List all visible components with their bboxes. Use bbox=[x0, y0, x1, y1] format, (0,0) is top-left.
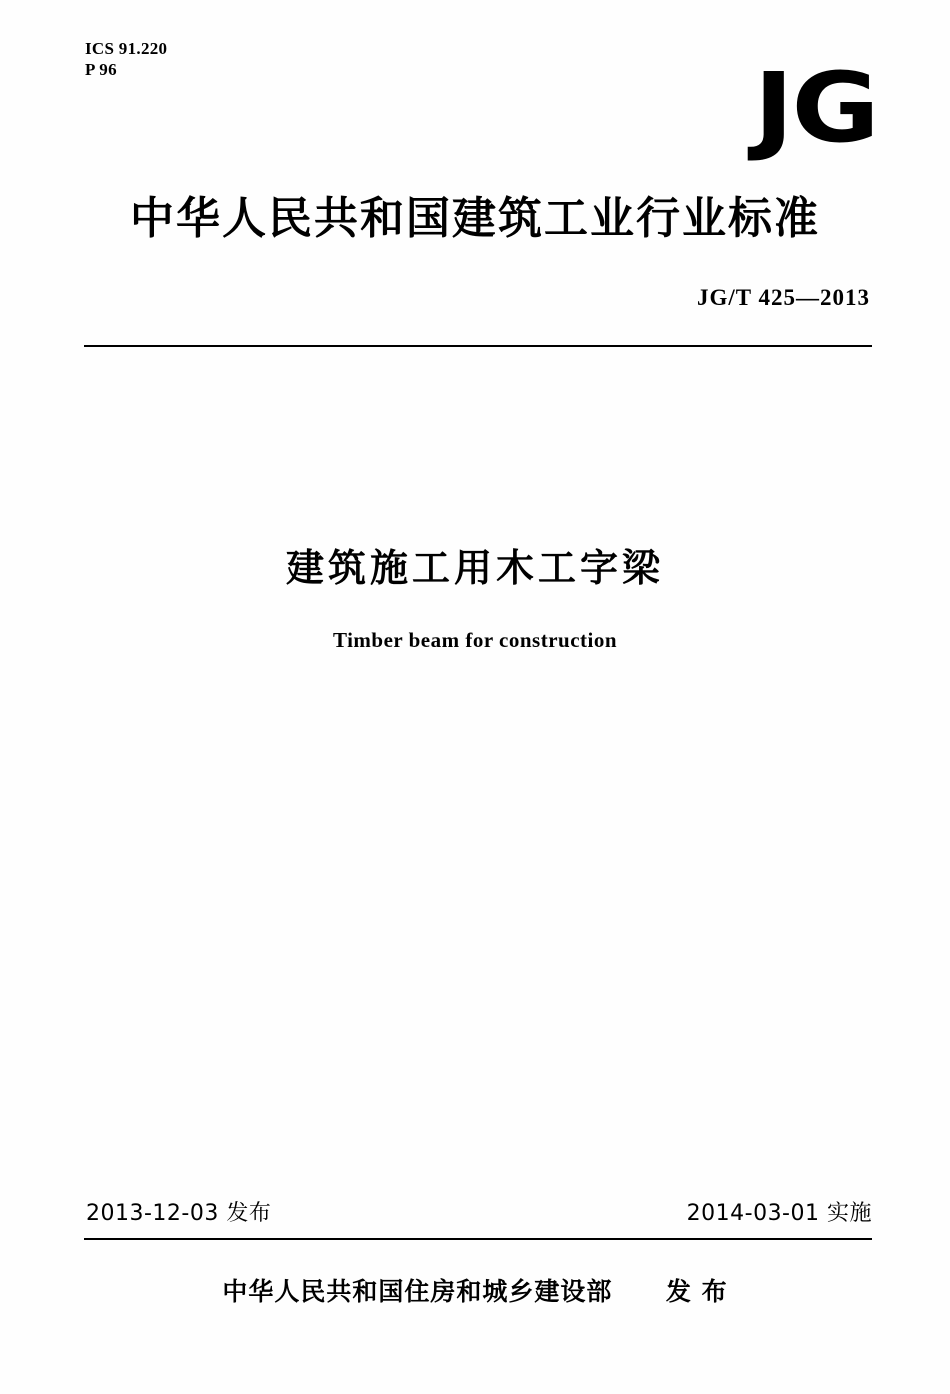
ics-code: ICS 91.220 bbox=[85, 39, 168, 58]
ics-classification-block bbox=[85, 38, 167, 81]
divider-bottom bbox=[84, 1238, 872, 1240]
classification-code: P 96 bbox=[85, 60, 117, 80]
issue-date: 2013-12-03 发布 bbox=[86, 1201, 272, 1226]
document-title-english: Timber beam for construction bbox=[332, 628, 618, 652]
document-title-chinese: 建筑施工用木工字梁 bbox=[285, 546, 664, 590]
standard-series-title: 中华人民共和国建筑工业行业标准 bbox=[130, 193, 820, 244]
standard-number: JG/T 425—2013 bbox=[697, 285, 870, 310]
publisher-name: 中华人民共和国住房和城乡建设部 bbox=[222, 1277, 613, 1306]
divider-top bbox=[84, 345, 872, 347]
publisher-line bbox=[0, 1272, 950, 1308]
jg-logo: JG bbox=[754, 52, 878, 164]
publisher-action: 发 布 bbox=[665, 1277, 728, 1306]
effective-date: 2014-03-01 实施 bbox=[686, 1201, 872, 1226]
